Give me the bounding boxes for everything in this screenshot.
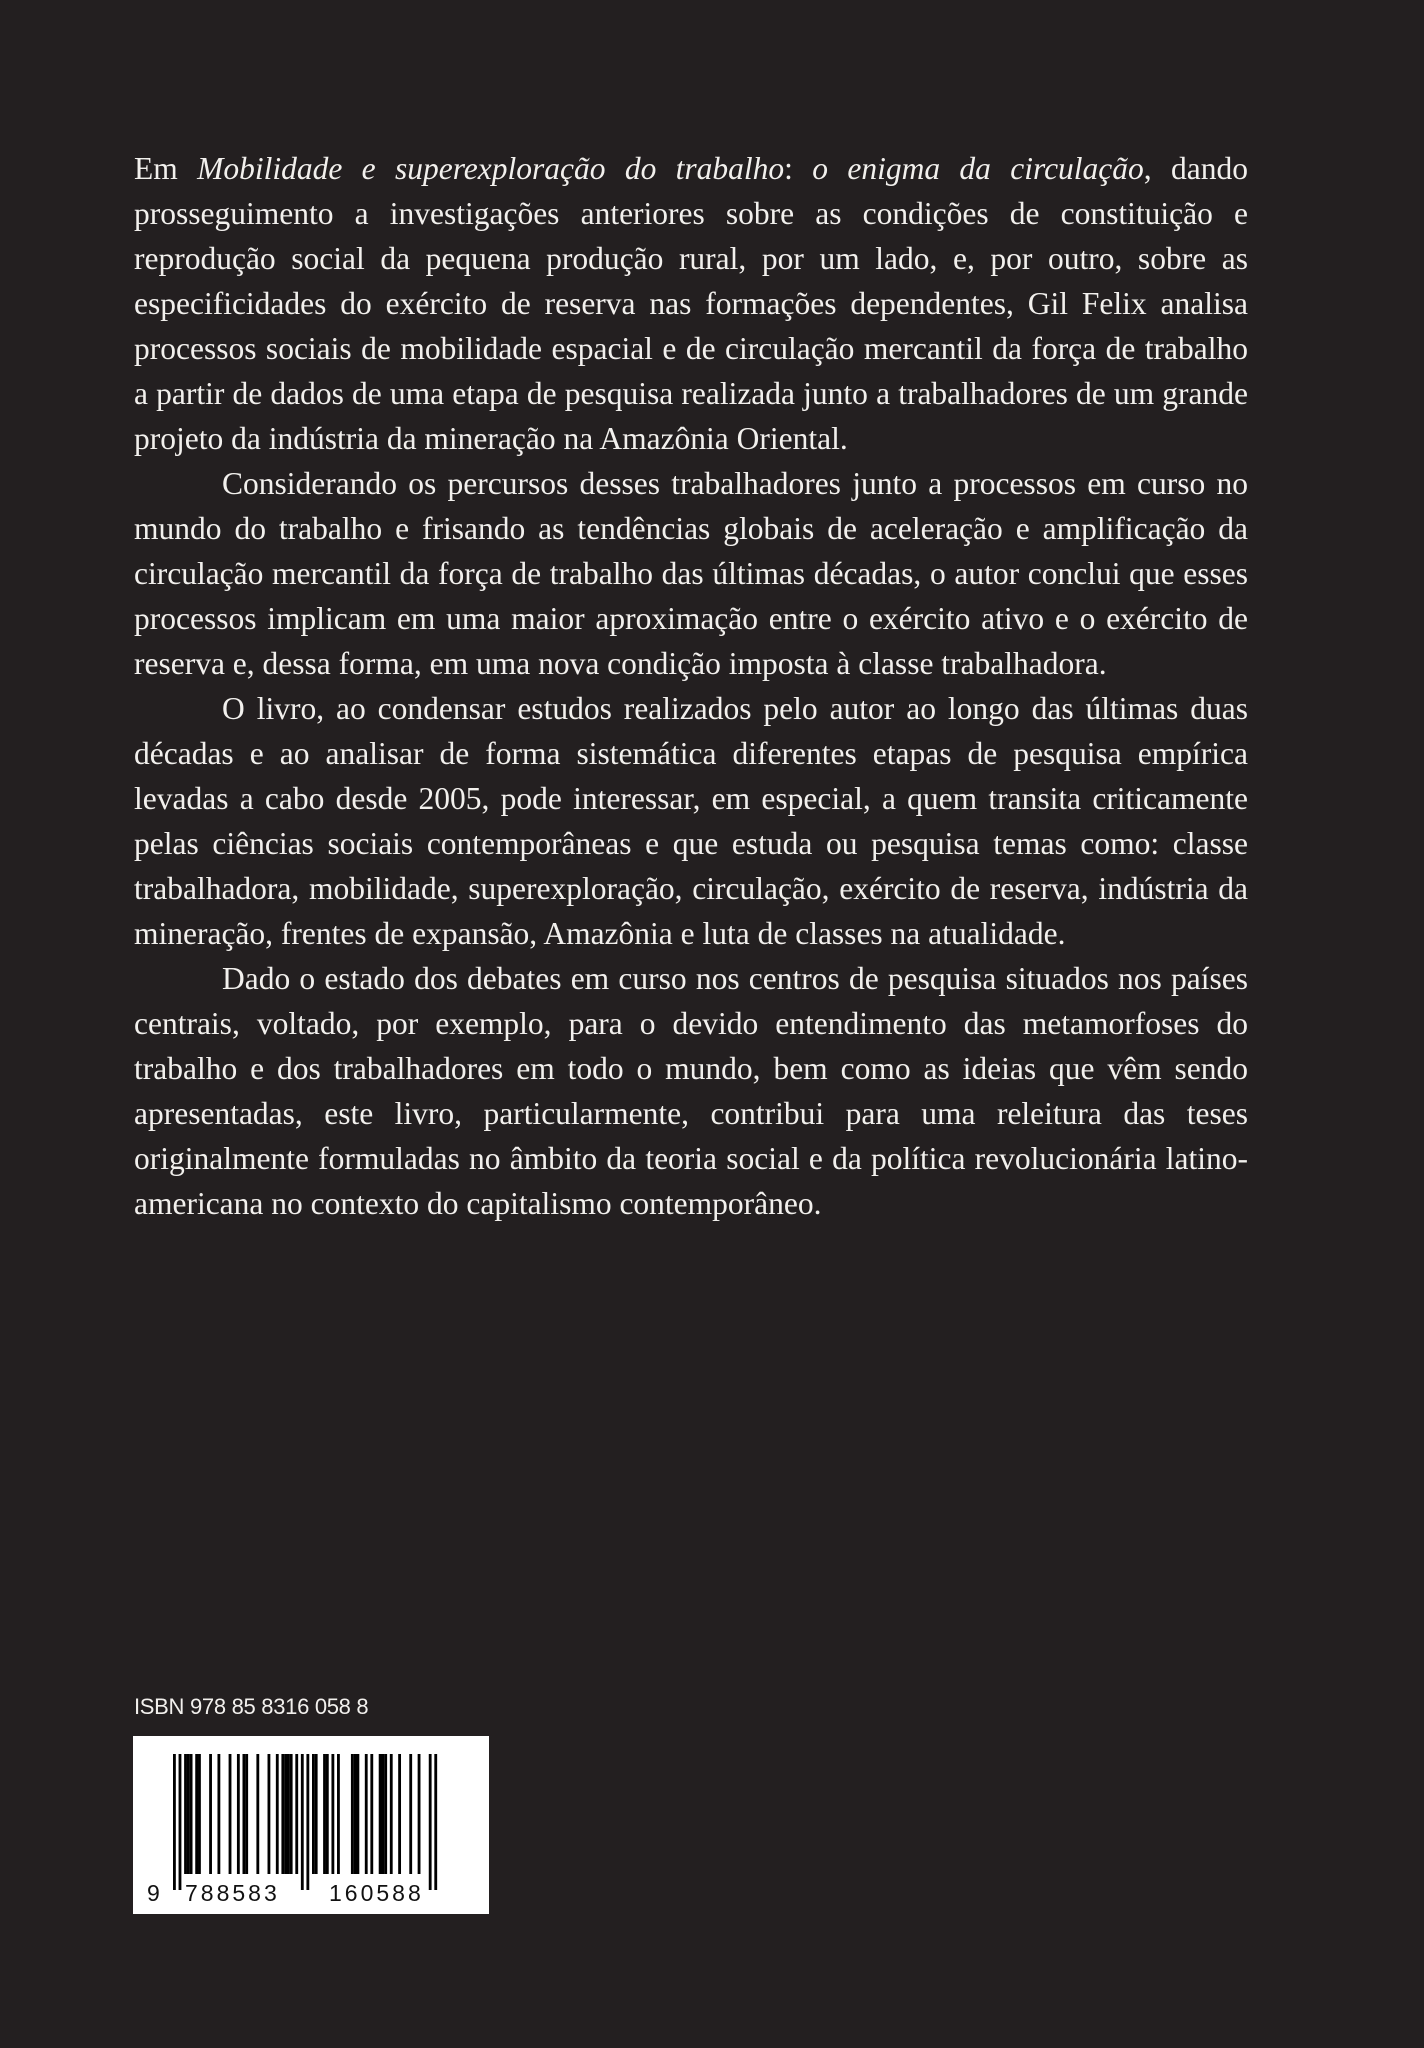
barcode-bar [312, 1754, 315, 1874]
barcode-bar [384, 1754, 387, 1874]
barcode-bar [245, 1754, 248, 1874]
barcode-bar [198, 1754, 201, 1874]
barcode-bar [179, 1754, 182, 1890]
barcode-bar [229, 1754, 232, 1874]
title-colon: : [784, 151, 813, 186]
barcode-bar [301, 1754, 304, 1890]
barcode-bar [370, 1754, 373, 1874]
barcode-bar [290, 1754, 293, 1874]
barcode-bar [173, 1754, 176, 1890]
book-subtitle: o enigma da circulação [812, 151, 1144, 186]
barcode-bar [356, 1754, 359, 1874]
barcode-bar [276, 1754, 279, 1874]
barcode-digit-first: 9 [147, 1880, 163, 1906]
barcode-bar [354, 1754, 357, 1874]
blurb-paragraph-4: Dado o estado dos debates em curso nos centros de pesquisa situados nos países centrais, voltado, por exemplo, para o devido entendimento das metamorfoses do trabalho e dos trabalhadores em todo o mundo, bem como as ideias que vêm sendo apresentadas, este livro, particularmente, contribui para uma releitura das teses originalmente formuladas no âmbito da teoria social e da política revolucionária latino-americana no contexto do capitalismo contemporâneo. [134, 961, 1248, 1221]
barcode-bar [398, 1754, 401, 1874]
barcode-bar [306, 1754, 309, 1890]
barcode-bar [418, 1754, 421, 1874]
barcode-bar [379, 1754, 382, 1874]
blurb-paragraph-1 [134, 146, 1248, 461]
barcode-bar [217, 1754, 220, 1874]
barcode-bar [323, 1754, 326, 1874]
barcode-digits-right: 160588 [329, 1880, 424, 1906]
blurb-paragraph-2: Considerando os percursos desses trabalhadores junto a processos em curso no mundo do trabalho e frisando as tendências globais de aceleração e amplificação da circulação mercantil da força de trabalho das últimas décadas, o autor conclui que esses processos implicam em uma maior aproximação entre o exército ativo e o exército de reserva e, dessa forma, em uma nova condição imposta à classe trabalhadora. [134, 466, 1248, 681]
barcode-bar [434, 1754, 437, 1890]
barcode-digits-left: 788583 [185, 1880, 280, 1906]
intro-word: Em [134, 151, 198, 186]
barcode-bar [195, 1754, 198, 1874]
barcode-bar [295, 1754, 298, 1874]
blurb-text [134, 146, 1248, 1226]
isbn-barcode [133, 1736, 489, 1914]
barcode-bar [326, 1754, 329, 1874]
book-title: Mobilidade e superexploração do trabalho [197, 151, 785, 186]
barcode-bar [337, 1754, 340, 1874]
barcode-bar [390, 1754, 393, 1874]
barcode-bar [287, 1754, 290, 1874]
isbn-label: ISBN 978 85 8316 058 8 [134, 1694, 369, 1719]
barcode-bar [365, 1754, 368, 1874]
barcode-bar [190, 1754, 193, 1874]
barcode-bar [351, 1754, 354, 1874]
barcode-bar [256, 1754, 259, 1874]
barcode-bar [315, 1754, 318, 1874]
barcode-bar [209, 1754, 212, 1874]
barcode-bar [429, 1754, 432, 1890]
barcode-bar [187, 1754, 190, 1874]
barcode-bar [268, 1754, 271, 1874]
barcode-bar [331, 1754, 334, 1874]
barcode-bar [237, 1754, 240, 1874]
blurb-paragraph-3: O livro, ao condensar estudos realizados pelo autor ao longo das últimas duas décadas e ao analisar de forma sistemática diferentes etapas de pesquisa empírica levadas a cabo desde 2005, pode interessar, em especial, a quem transita criticamente pelas ciências sociais contemporâneas e que estuda ou pesquisa temas como: classe trabalhadora, mobilidade, superexploração, circulação, exército de reserva, indústria da mineração, frentes de expansão, Amazônia e luta de classes na atualidade. [134, 691, 1248, 951]
barcode-bar [409, 1754, 412, 1874]
barcode-bar [382, 1754, 385, 1874]
barcode-bar [184, 1754, 187, 1874]
barcode-bar [243, 1754, 246, 1874]
barcode-bar [281, 1754, 284, 1874]
barcode-bar [284, 1754, 287, 1874]
paragraph-1-body: , dando prosseguimento a investigações anteriores sobre as condições de constituição e reprodução social da pequena produção rural, por um lado, e, por outro, sobre as especificidades do exército de reserva nas formações dependentes, Gil Felix analisa processos sociais de mobilidade espacial e de circulação mercantil da força de trabalho a partir de dados de uma etapa de pesquisa realizada junto a trabalhadores de um grande projeto da indústria da mineração na Amazônia Oriental. [134, 151, 1248, 456]
